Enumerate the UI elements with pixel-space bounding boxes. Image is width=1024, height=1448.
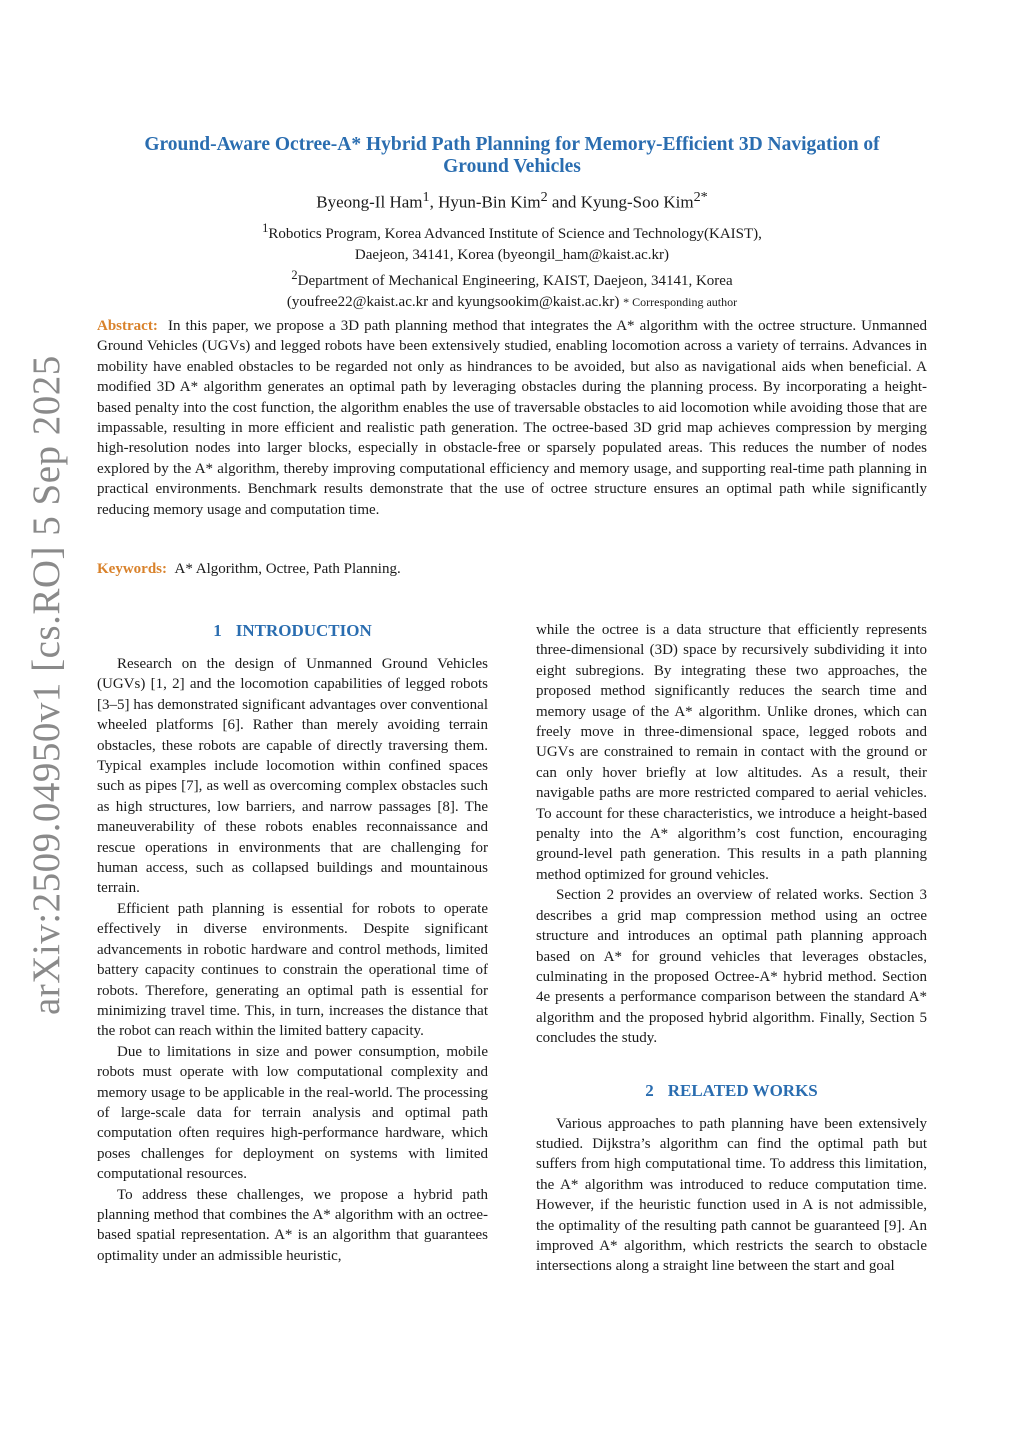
abstract-text: In this paper, we propose a 3D path planning method that integrates the A* algorithm with the octree structure. Unmanned Ground Vehicles (UGVs) and legged robots have been extensively studied, enabling locomotion across a variety of terrains. Advances in mobility have enabled obstacles to be regarded not only as hindrances to be avoided, but also as navigational aids when beneficial. A modified 3D A* algorithm generates an optimal path by leveraging obstacles during the planning process. By incorporating a height-based penalty into the cost function, the algorithm enables the use of traversable obstacles to aid locomotion while avoiding those that are impassable, resulting in more efficient and realistic path generation. The octree-based 3D grid map achieves compression by merging high-resolution nodes into larger blocks, especially in obstacle-free or sparsely populated areas. This reduces the number of nodes explored by the A* algorithm, thereby improving computational efficiency and memory usage, and supporting real-time path planning in practical environments. Benchmark results demonstrate that the use of octree structure ensures an optimal path while significantly reducing memory usage and computation time. (97, 318, 927, 518)
section-1-heading (97, 620, 488, 642)
abstract (97, 316, 927, 520)
title-line-1: Ground-Aware Octree-A* Hybrid Path Planning for Memory-Efficient 3D Navigation of (144, 134, 880, 155)
right-column (536, 620, 927, 1277)
affiliations (97, 218, 927, 312)
author-1: Byeong-Il Ham (316, 192, 423, 212)
intro-paragraph-4-continued: while the octree is a data structure that efficiently represents three-dimensional (3D) space by recursively subdividing it into eight subregions. By integrating these two approaches, the proposed method significantly reduces the search time and memory usage of the A* algorithm. Unlike drones, which can freely move in three-dimensional space, legged robots and UGVs are constrained to remain in contact with the ground or can only hover briefly at low altitudes. As a result, their navigable paths are more restricted compared to aerial vehicles. To account for these characteristics, we introduce a height-based penalty into the A* algorithm’s cost function, encouraging ground-level path generation. This results in a path planning method optimized for ground vehicles. (536, 622, 927, 883)
section-2-heading (536, 1080, 927, 1102)
intro-paragraph-5: Section 2 provides an overview of related works. Section 3 describes a grid map compression method using an octree structure and introduces an optimal path planning approach based on A* for ground vehicles that leverages obstacles, culminating in the proposed Octree-A* hybrid method. Section 4e presents a performance comparison between the standard A* algorithm and the proposed hybrid algorithm. Finally, Section 5 concludes the study. (536, 887, 927, 1047)
author-separator: , (429, 192, 439, 212)
keywords-text: A* Algorithm, Octree, Path Planning. (174, 561, 401, 577)
title-line-2: Ground Vehicles (443, 156, 581, 177)
affiliation-1-line-2: Daejeon, 34141, Korea (byeongil_ham@kaist.ac.kr) (354, 246, 670, 263)
intro-paragraph-4: To address these challenges, we propose a hybrid path planning method that combines the A* algorithm with an octree-based spatial representation. A* is an algorithm that guarantees optimality under an admissible heuristic, (97, 1186, 488, 1264)
author-list (97, 186, 927, 214)
keywords (97, 559, 927, 579)
section-2-title: RELATED WORKS (667, 1080, 818, 1100)
affiliation-1-mark: 1 (262, 221, 269, 235)
left-column (97, 620, 488, 1266)
affiliation-2-mark: 2 (291, 268, 298, 282)
affiliation-1-line-1 (97, 218, 927, 245)
affiliation-2-line-1 (97, 265, 927, 292)
author-2-affiliation-mark: 2 (540, 189, 548, 205)
arxiv-identifier: arXiv:2509.04950v1 [cs.RO] 5 Sep 2025 (25, 355, 68, 1015)
related-works-paragraph-1: Various approaches to path planning have been extensively studied. Dijkstra’s algorithm can find the optimal path but suffers from high computational time. To address this limitation, the A* algorithm was introduced to reduce computation time. However, if the heuristic function used in A is not admissible, the optimality of the resulting path cannot be guaranteed [9]. An improved A* algorithm, which restricts the search to obstacle intersections along a straight line between the start and goal (536, 1115, 927, 1275)
author-emails: (youfree22@kaist.ac.kr and kyungsookim@kaist.ac.kr) (286, 293, 620, 310)
keywords-label: Keywords: (97, 561, 167, 577)
intro-paragraph-3: Due to limitations in size and power consumption, mobile robots must operate with low computational complexity and memory usage to be applicable in the real-world. The processing of large-scale data for terrain analysis and optimal path computation often requires high-performance hardware, which poses challenges for deployment on systems with limited computational resources. (97, 1043, 488, 1183)
author-3-affiliation-mark: 2* (693, 189, 708, 205)
abstract-label: Abstract: (97, 318, 158, 334)
paper-title (97, 134, 927, 178)
affiliation-2-text: Department of Mechanical Engineering, KAIST, Daejeon, 34141, Korea (297, 273, 733, 289)
author-1-affiliation-mark: 1 (422, 189, 430, 205)
section-1-title: INTRODUCTION (235, 621, 372, 640)
section-2-number: 2 (645, 1080, 654, 1100)
intro-paragraph-2: Efficient path planning is essential for robots to operate effectively in diverse environments. Despite significant advancements in robotic hardware and control methods, limited battery capacity continues to constrain the operational time of robots. Therefore, generating an optimal path is essential for minimizing travel time. This, in turn, increases the distance that the robot can reach within the limited battery capacity. (97, 900, 488, 1040)
affiliation-2-line-2 (97, 292, 927, 313)
author-separator: and (547, 192, 581, 212)
corresponding-author-note: * Corresponding author (623, 294, 738, 309)
intro-paragraph-1: Research on the design of Unmanned Ground Vehicles (UGVs) [1, 2] and the locomotion capabilities of legged robots [3–5] has demonstrated significant advantages over conventional wheeled platforms [6]. Rather than merely avoiding terrain obstacles, these robots are capable of directly traversing them. Typical examples include locomotion within confined spaces such as pipes [7], as well as overcoming complex obstacles such as high structures, low barriers, and narrow passages [8]. The maneuverability of these robots enables reconnaissance and rescue operations in environments that are challenging for human access, such as collapsed buildings and mountainous terrain. (97, 656, 488, 897)
affiliation-1-text: Robotics Program, Korea Advanced Institute of Science and Technology(KAIST), (268, 226, 762, 242)
author-3: Kyung-Soo Kim (580, 192, 694, 212)
author-2: Hyun-Bin Kim (438, 192, 541, 212)
section-1-number: 1 (213, 621, 222, 640)
